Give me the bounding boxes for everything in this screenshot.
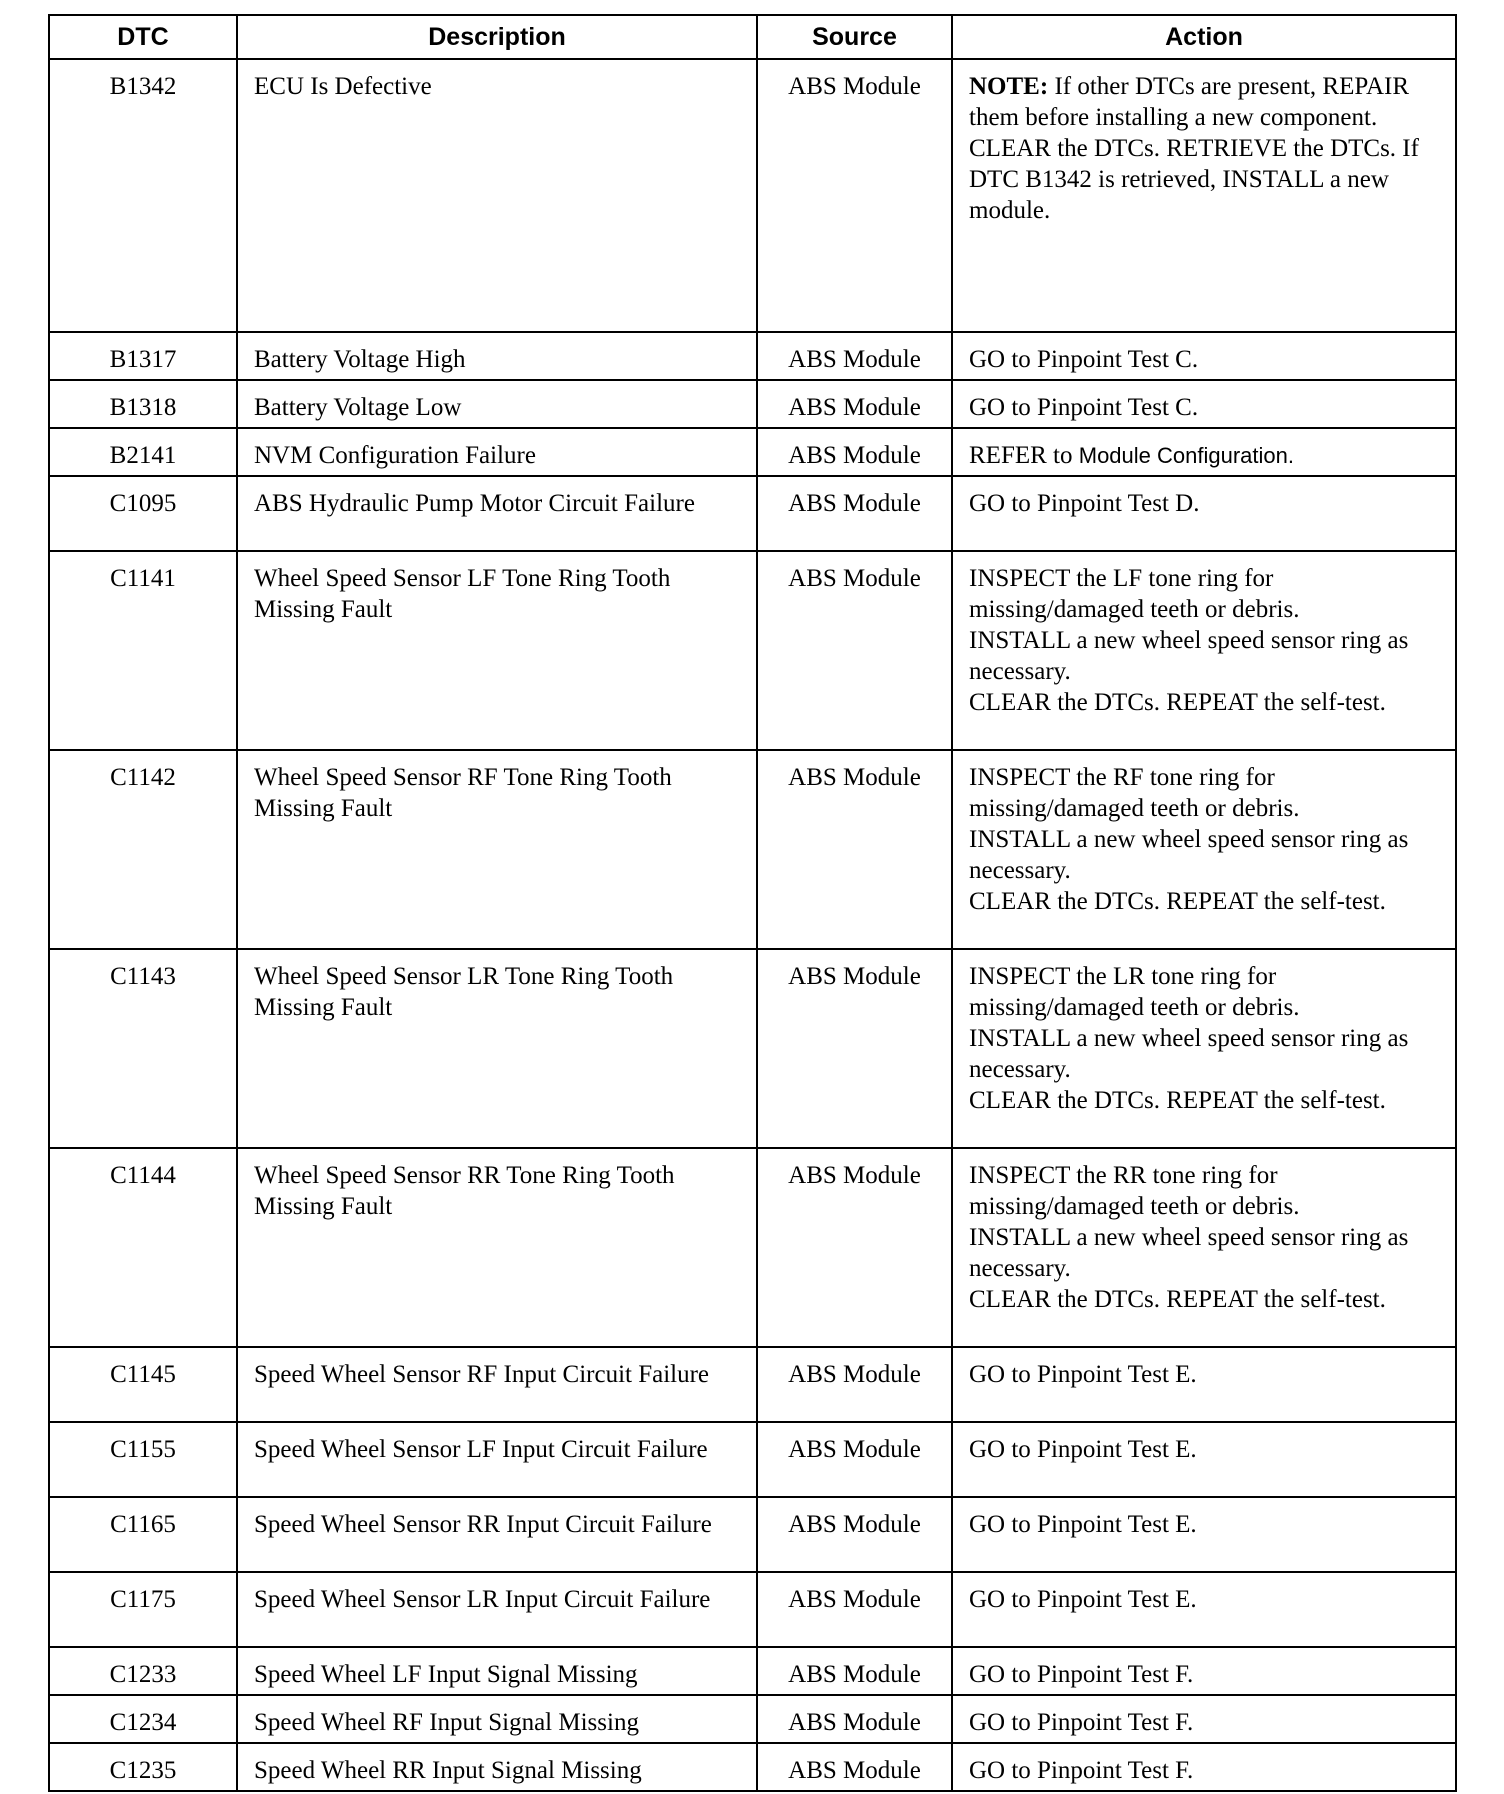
action-line: CLEAR the DTCs. REPEAT the self-test. — [969, 888, 1386, 915]
module-configuration-reference: Module Configuration. — [1078, 443, 1294, 468]
dtc-source: ABS Module — [757, 1572, 952, 1647]
dtc-description: Speed Wheel Sensor RR Input Circuit Failure — [237, 1497, 757, 1572]
dtc-action — [952, 1148, 1456, 1347]
dtc-action — [952, 750, 1456, 949]
table-row — [49, 1695, 1456, 1743]
dtc-action: GO to Pinpoint Test F. — [952, 1695, 1456, 1743]
dtc-action: GO to Pinpoint Test E. — [952, 1347, 1456, 1422]
action-line: INSTALL a new wheel speed sensor ring as necessary. — [969, 1224, 1409, 1282]
table-row — [49, 1148, 1456, 1347]
action-line: INSTALL a new wheel speed sensor ring as necessary. — [969, 627, 1409, 685]
dtc-action: GO to Pinpoint Test C. — [952, 380, 1456, 428]
header-dtc: DTC — [49, 15, 237, 59]
dtc-code: C1095 — [49, 476, 237, 551]
table-row — [49, 1422, 1456, 1497]
dtc-description: Speed Wheel RF Input Signal Missing — [237, 1695, 757, 1743]
dtc-source: ABS Module — [757, 380, 952, 428]
action-note — [969, 71, 1447, 133]
table-row — [49, 551, 1456, 750]
dtc-action — [952, 551, 1456, 750]
table-row — [49, 428, 1456, 476]
table-header — [49, 15, 1456, 59]
action-line: INSTALL a new wheel speed sensor ring as necessary. — [969, 826, 1409, 884]
table-row — [49, 949, 1456, 1148]
dtc-code: C1145 — [49, 1347, 237, 1422]
table-row — [49, 750, 1456, 949]
action-line: CLEAR the DTCs. REPEAT the self-test. — [969, 1286, 1386, 1313]
header-source: Source — [757, 15, 952, 59]
dtc-code: B1317 — [49, 332, 237, 380]
action-line: INSTALL a new wheel speed sensor ring as necessary. — [969, 1025, 1409, 1083]
action-line: INSPECT the LR tone ring for missing/damaged teeth or debris. — [969, 963, 1300, 1021]
dtc-code: B1342 — [49, 59, 237, 332]
dtc-source: ABS Module — [757, 1743, 952, 1791]
action-line: INSPECT the RR tone ring for missing/damaged teeth or debris. — [969, 1162, 1300, 1220]
dtc-action: GO to Pinpoint Test C. — [952, 332, 1456, 380]
dtc-source: ABS Module — [757, 332, 952, 380]
dtc-action: GO to Pinpoint Test D. — [952, 476, 1456, 551]
dtc-source: ABS Module — [757, 59, 952, 332]
table-row — [49, 380, 1456, 428]
dtc-action — [952, 428, 1456, 476]
dtc-action — [952, 59, 1456, 332]
dtc-code: C1155 — [49, 1422, 237, 1497]
dtc-description: Wheel Speed Sensor LR Tone Ring Tooth Missing Fault — [237, 949, 757, 1148]
dtc-code: C1143 — [49, 949, 237, 1148]
table-row — [49, 1743, 1456, 1791]
dtc-source: ABS Module — [757, 1647, 952, 1695]
dtc-source: ABS Module — [757, 1148, 952, 1347]
dtc-code: C1235 — [49, 1743, 237, 1791]
table-body — [49, 59, 1456, 1791]
action-line: CLEAR the DTCs. REPEAT the self-test. — [969, 1087, 1386, 1114]
action-line: CLEAR the DTCs. REPEAT the self-test. — [969, 689, 1386, 716]
dtc-source: ABS Module — [757, 1347, 952, 1422]
table-row — [49, 1647, 1456, 1695]
table-row — [49, 59, 1456, 332]
table-row — [49, 476, 1456, 551]
dtc-action: GO to Pinpoint Test F. — [952, 1743, 1456, 1791]
dtc-table — [48, 14, 1457, 1792]
dtc-description: Speed Wheel LF Input Signal Missing — [237, 1647, 757, 1695]
dtc-code: C1233 — [49, 1647, 237, 1695]
dtc-description: Speed Wheel Sensor LF Input Circuit Failure — [237, 1422, 757, 1497]
dtc-source: ABS Module — [757, 476, 952, 551]
action-line: INSPECT the RF tone ring for missing/damaged teeth or debris. — [969, 764, 1300, 822]
action-line: CLEAR the DTCs. RETRIEVE the DTCs. If DTC B1342 is retrieved, INSTALL a new module. — [969, 135, 1419, 224]
dtc-description: ABS Hydraulic Pump Motor Circuit Failure — [237, 476, 757, 551]
dtc-action: GO to Pinpoint Test F. — [952, 1647, 1456, 1695]
dtc-source: ABS Module — [757, 949, 952, 1148]
action-prefix: REFER to — [969, 442, 1073, 469]
dtc-code: C1175 — [49, 1572, 237, 1647]
dtc-description: Battery Voltage Low — [237, 380, 757, 428]
dtc-code: C1144 — [49, 1148, 237, 1347]
dtc-description: Wheel Speed Sensor RR Tone Ring Tooth Missing Fault — [237, 1148, 757, 1347]
header-row — [49, 15, 1456, 59]
dtc-code: C1165 — [49, 1497, 237, 1572]
note-label: NOTE: — [969, 73, 1049, 100]
table-row — [49, 1572, 1456, 1647]
dtc-source: ABS Module — [757, 750, 952, 949]
dtc-code: C1141 — [49, 551, 237, 750]
action-line: INSPECT the LF tone ring for missing/damaged teeth or debris. — [969, 565, 1300, 623]
dtc-description: Speed Wheel Sensor LR Input Circuit Failure — [237, 1572, 757, 1647]
dtc-code: B1318 — [49, 380, 237, 428]
dtc-source: ABS Module — [757, 1497, 952, 1572]
dtc-code: C1142 — [49, 750, 237, 949]
dtc-description: Wheel Speed Sensor RF Tone Ring Tooth Missing Fault — [237, 750, 757, 949]
table-row — [49, 332, 1456, 380]
table-row — [49, 1497, 1456, 1572]
dtc-description: Speed Wheel RR Input Signal Missing — [237, 1743, 757, 1791]
dtc-description: NVM Configuration Failure — [237, 428, 757, 476]
dtc-action: GO to Pinpoint Test E. — [952, 1572, 1456, 1647]
header-description: Description — [237, 15, 757, 59]
dtc-action: GO to Pinpoint Test E. — [952, 1422, 1456, 1497]
table-row — [49, 1347, 1456, 1422]
dtc-code: C1234 — [49, 1695, 237, 1743]
dtc-description: Wheel Speed Sensor LF Tone Ring Tooth Missing Fault — [237, 551, 757, 750]
action-line: If other DTCs are present, REPAIR them before installing a new component. — [969, 73, 1410, 131]
header-action: Action — [952, 15, 1456, 59]
dtc-source: ABS Module — [757, 1422, 952, 1497]
dtc-action: GO to Pinpoint Test E. — [952, 1497, 1456, 1572]
dtc-source: ABS Module — [757, 428, 952, 476]
dtc-description: Battery Voltage High — [237, 332, 757, 380]
dtc-description: Speed Wheel Sensor RF Input Circuit Failure — [237, 1347, 757, 1422]
dtc-code: B2141 — [49, 428, 237, 476]
dtc-source: ABS Module — [757, 551, 952, 750]
dtc-action — [952, 949, 1456, 1148]
dtc-source: ABS Module — [757, 1695, 952, 1743]
dtc-description: ECU Is Defective — [237, 59, 757, 332]
